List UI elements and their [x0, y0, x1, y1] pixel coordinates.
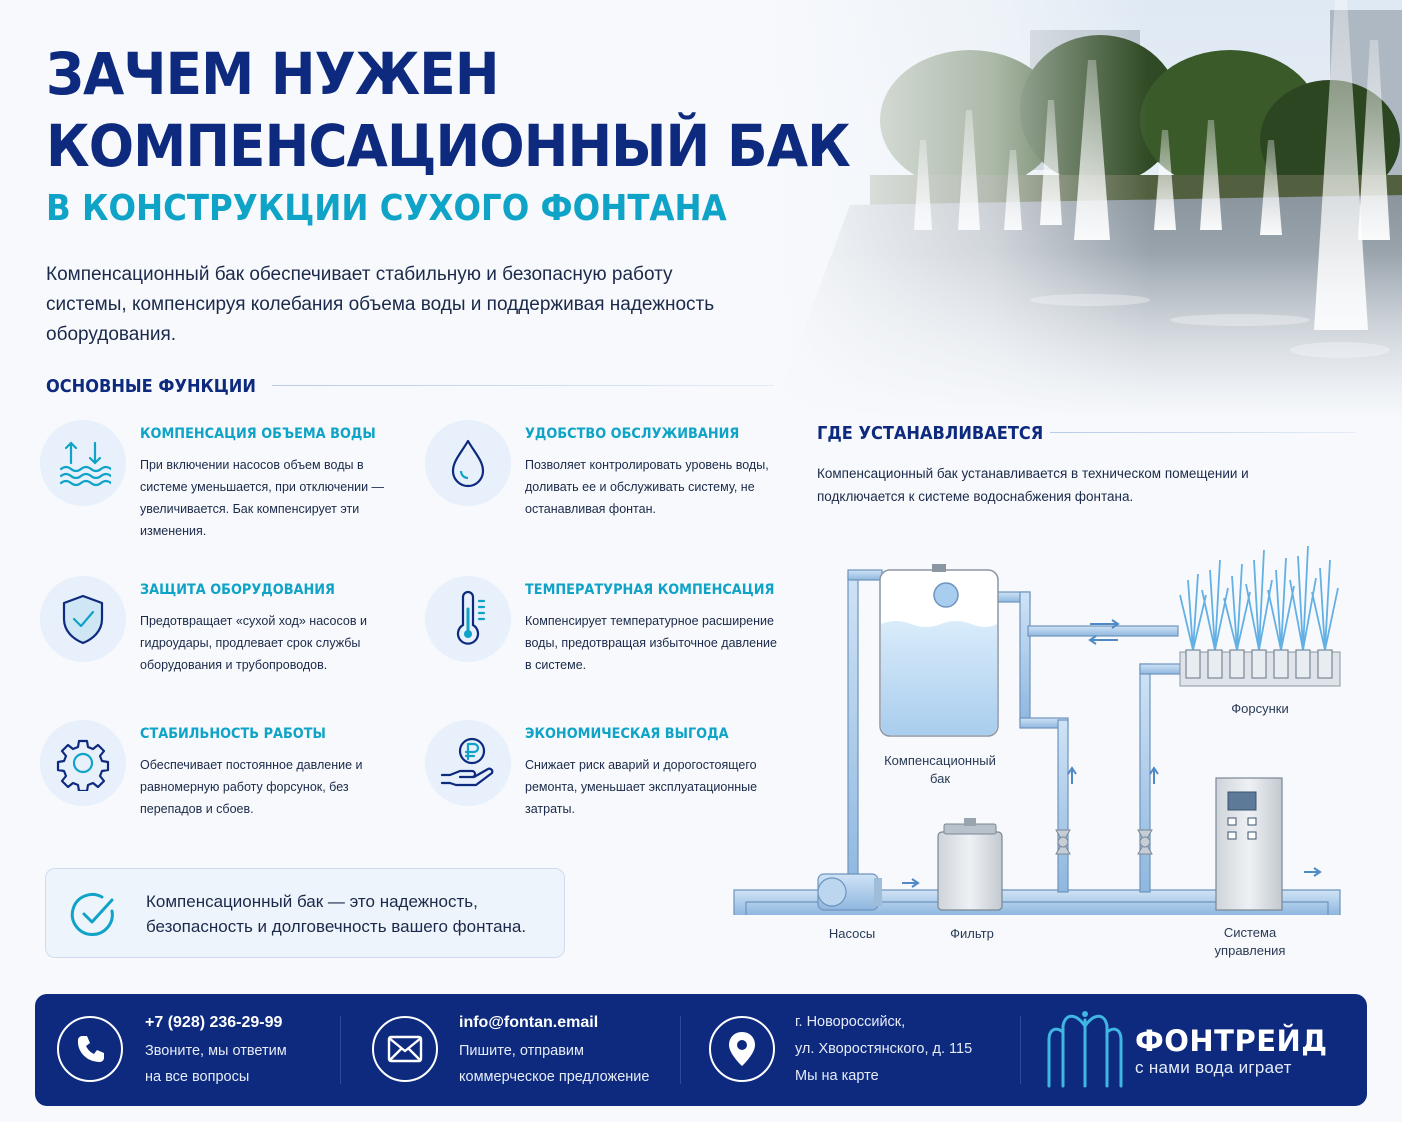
email-block[interactable] [350, 994, 670, 1106]
feature-text: Снижает риск аварий и дорогостоящего ремонта, уменьшает эксплуатационные затраты. [525, 758, 758, 816]
gear-icon [40, 720, 126, 806]
mail-icon [372, 1016, 438, 1082]
email-line3: коммерческое предложение [459, 1069, 650, 1085]
tank-label-line2: бак [929, 771, 951, 786]
location-pin-icon [709, 1016, 775, 1082]
feature-text: Компенсирует температурное расширение воды, предотвращая избыточное давление в системе. [525, 614, 777, 672]
feature-title: СТАБИЛЬНОСТЬ РАБОТЫ [140, 726, 326, 742]
pumps-label: Насосы [828, 926, 876, 941]
contact-footer [35, 994, 1367, 1106]
phone-line2: Звоните, мы ответим [145, 1043, 287, 1059]
control-label-line2: управления [1214, 943, 1286, 958]
map-link[interactable]: Мы на карте [795, 1068, 879, 1084]
feature-title: УДОБСТВО ОБСЛУЖИВАНИЯ [525, 426, 740, 442]
phone-line3: на все вопросы [145, 1069, 250, 1085]
email-address[interactable]: info@fontan.email [459, 1014, 599, 1031]
footer-divider [680, 1016, 681, 1084]
brand-name: ФОНТРЕЙД [1135, 1024, 1328, 1058]
thermometer-icon [425, 576, 511, 662]
brand-slogan: с нами вода играет [1135, 1058, 1292, 1077]
ruble-hand-icon [425, 720, 511, 806]
where-divider [1050, 432, 1355, 433]
water-level-icon [40, 420, 126, 506]
feature-text: При включении насосов объем воды в системе уменьшается, при отключении — увеличивается. Бак компенсирует эти изменения. [140, 458, 385, 538]
feature-title: ЗАЩИТА ОБОРУДОВАНИЯ [140, 582, 335, 598]
control-label-line1: Система [1223, 925, 1277, 940]
check-circle-icon [68, 889, 120, 946]
shield-check-icon [40, 576, 126, 662]
feature-title: ТЕМПЕРАТУРНАЯ КОМПЕНСАЦИЯ [525, 582, 775, 598]
intro-text: Компенсационный бак обеспечивает стабильную и безопасную работу системы, компенсируя колебания объема воды и поддерживая надежность оборудования. [46, 264, 715, 345]
feature-text: Предотвращает «сухой ход» насосов и гидроудары, продлевает срок службы оборудования и трубопроводов. [140, 614, 367, 672]
page-title-line1: ЗАЧЕМ НУЖЕН [46, 40, 499, 108]
where-text: Компенсационный бак устанавливается в техническом помещении и подключается к системе водоснабжения фонтана. [817, 466, 1249, 504]
tank-label [870, 752, 1010, 788]
address-line2: ул. Хворостянского, д. 115 [795, 1041, 973, 1057]
filter-label: Фильтр [950, 926, 994, 941]
feature-title: КОМПЕНСАЦИЯ ОБЪЕМА ВОДЫ [140, 426, 376, 442]
nozzles-label: Форсунки [1231, 701, 1289, 716]
water-drop-icon [425, 420, 511, 506]
footer-divider [340, 1016, 341, 1084]
email-line2: Пишите, отправим [459, 1043, 584, 1059]
system-diagram [720, 540, 1380, 985]
phone-block[interactable] [35, 994, 335, 1106]
page-subtitle: В КОНСТРУКЦИИ СУХОГО ФОНТАНА [46, 188, 727, 229]
phone-icon [57, 1016, 123, 1082]
where-heading: ГДЕ УСТАНАВЛИВАЕТСЯ [817, 423, 1044, 444]
page-title-line2: КОМПЕНСАЦИОННЫЙ БАК [46, 112, 850, 180]
feature-title: ЭКОНОМИЧЕСКАЯ ВЫГОДА [525, 726, 729, 742]
functions-divider [272, 385, 774, 386]
address-block[interactable] [687, 994, 1007, 1106]
callout-text: Компенсационный бак — это надежность, безопасность и долговечность вашего фонтана. [146, 892, 527, 936]
feature-text: Обеспечивает постоянное давление и равномерную работу форсунок, без перепадов и сбоев. [140, 758, 363, 816]
address-line1: г. Новороссийск, [795, 1014, 906, 1030]
footer-divider [1020, 1016, 1021, 1084]
feature-text: Позволяет контролировать уровень воды, доливать ее и обслуживать систему, не останавливая фонтан. [525, 458, 769, 516]
fountain-photo [770, 0, 1402, 420]
callout-box [45, 868, 565, 958]
control-label [1198, 924, 1302, 960]
brand-logo-icon [1045, 1006, 1125, 1097]
functions-heading: ОСНОВНЫЕ ФУНКЦИИ [46, 376, 256, 397]
phone-number[interactable]: +7 (928) 236-29-99 [145, 1014, 283, 1031]
tank-label-line1: Компенсационный [884, 753, 996, 768]
